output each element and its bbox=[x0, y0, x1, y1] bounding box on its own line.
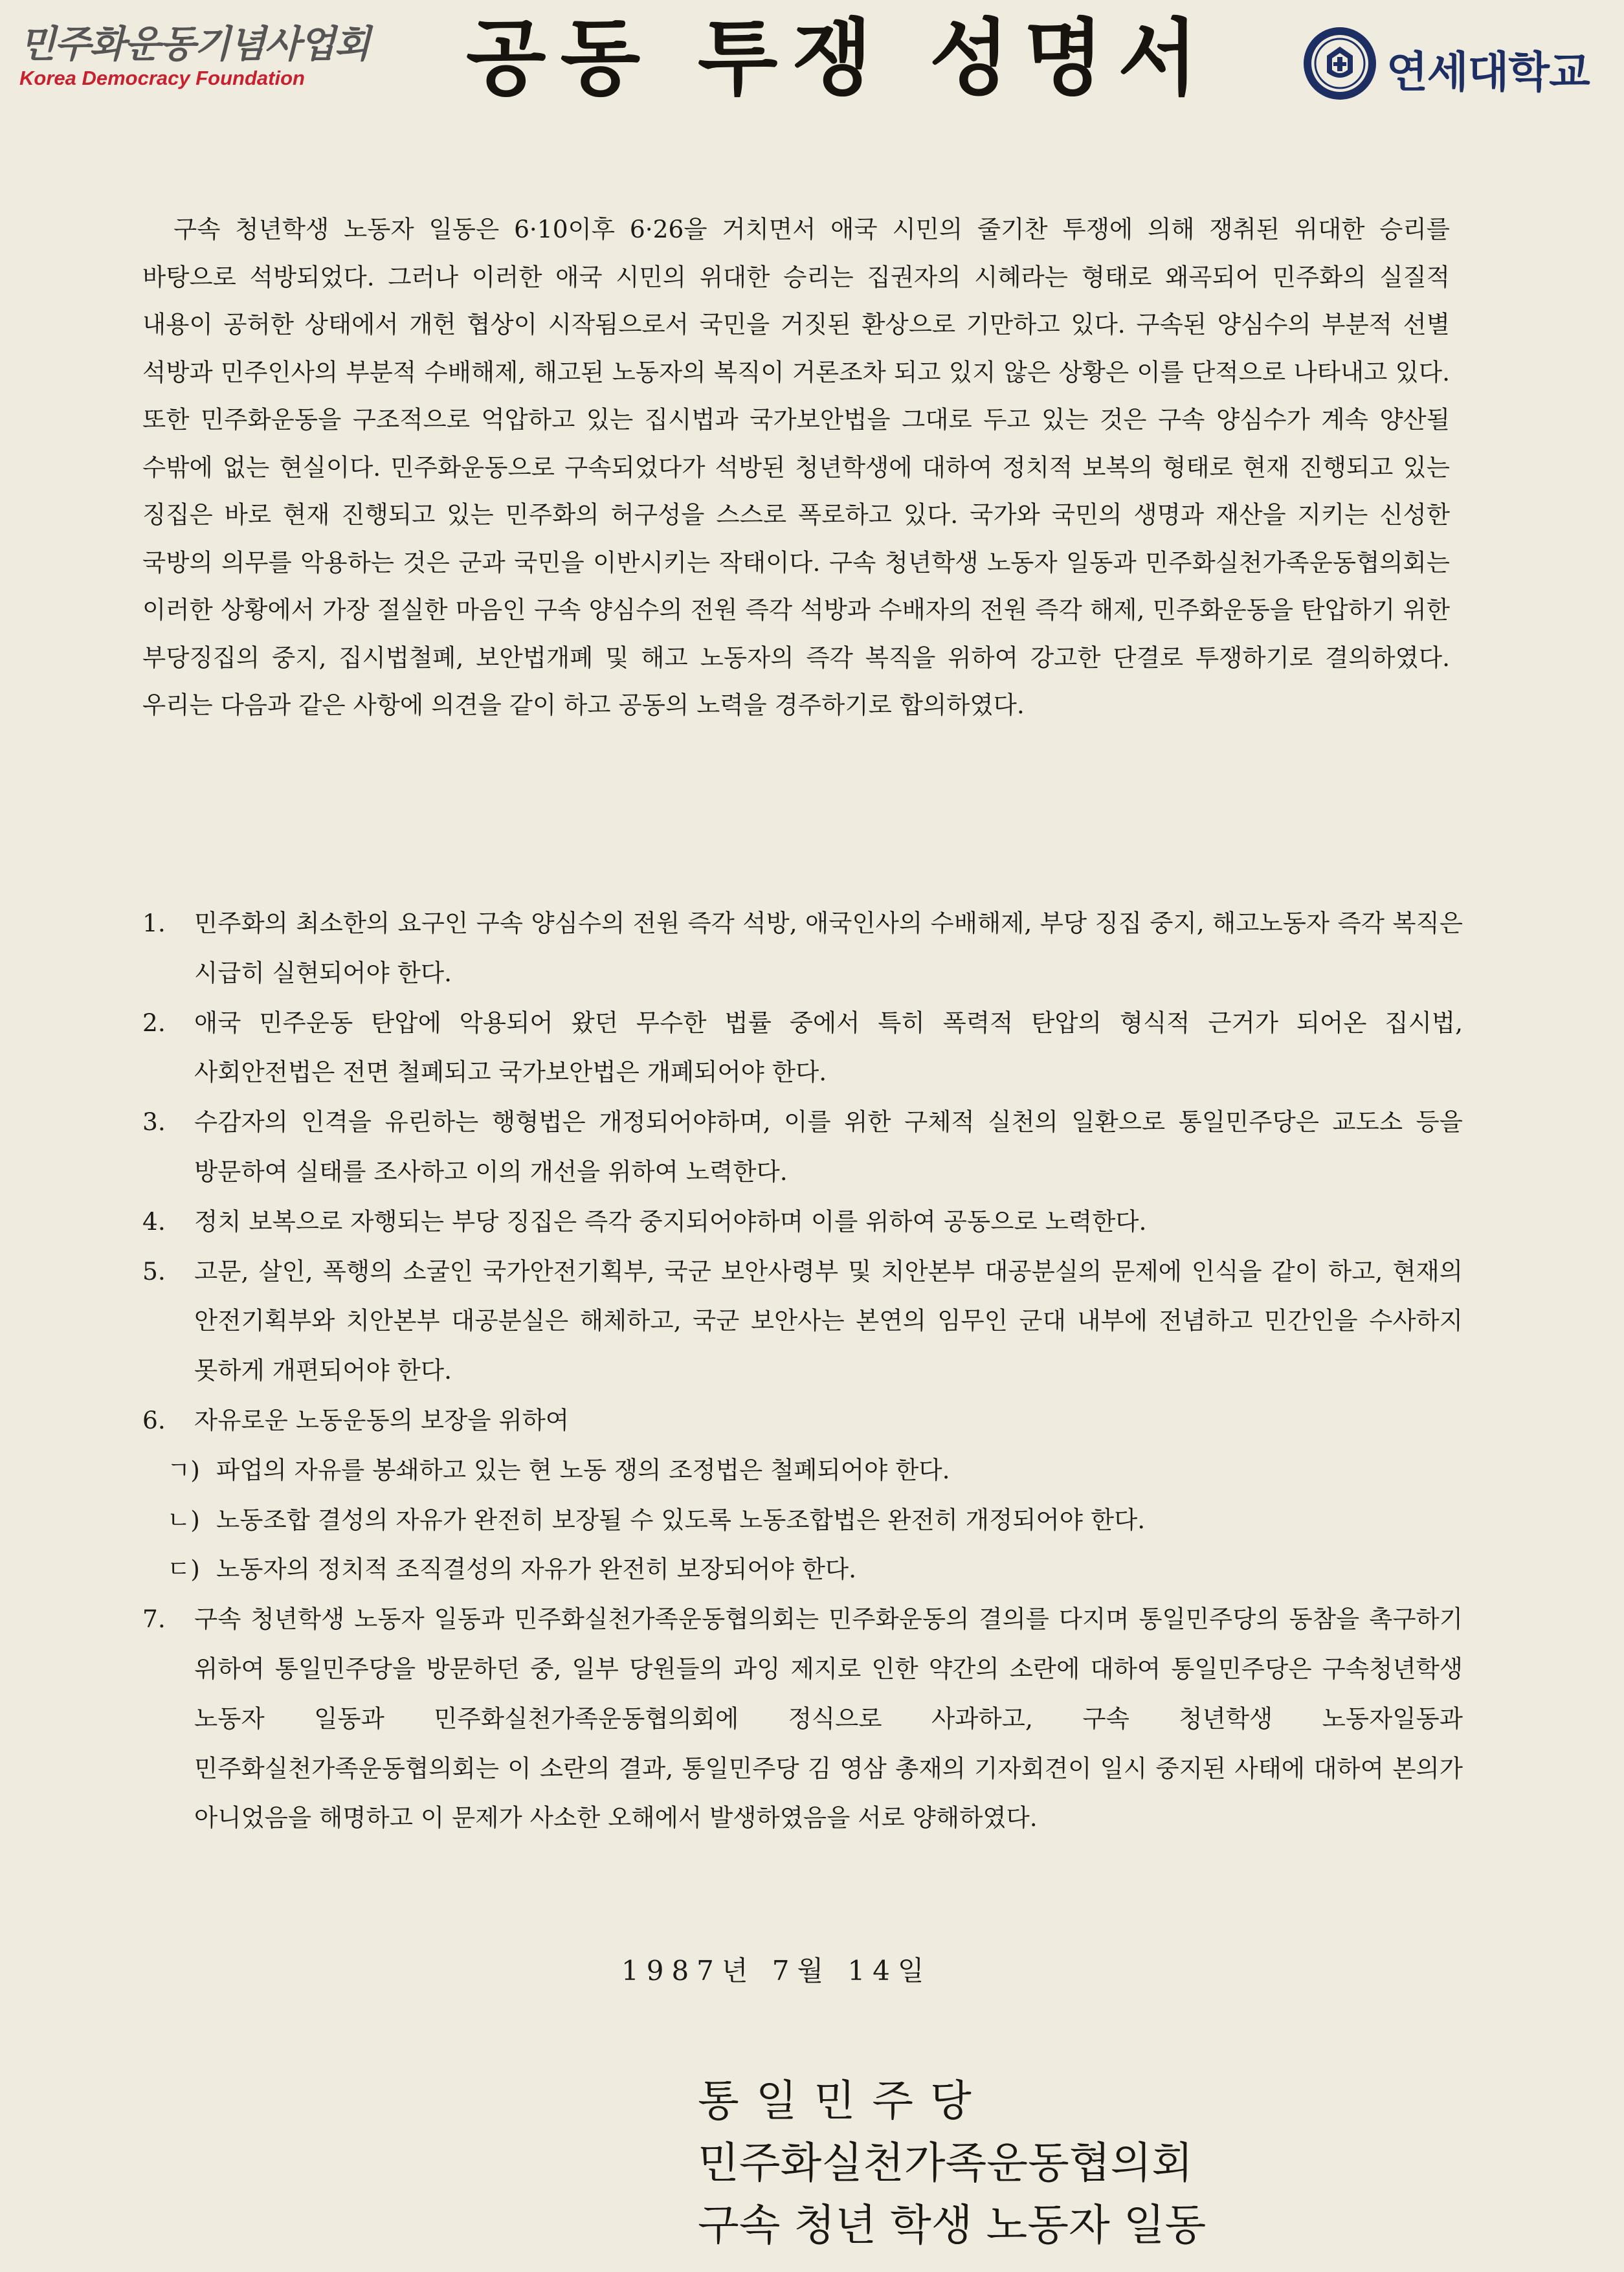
demand-item bbox=[142, 1097, 1463, 1197]
demand-number: 4. bbox=[142, 1207, 166, 1236]
demand-text: 애국 민주운동 탄압에 악용되어 왔던 무수한 법률 중에서 특히 폭력적 탄압의 형식적 근거가 되어온 집시법, 사회안전법은 전면 철폐되고 국가보안법은 개폐되어야 한다. bbox=[194, 1008, 1463, 1087]
demand-number: 1. bbox=[142, 909, 166, 937]
statement-date: 1987년 7월 14일 bbox=[621, 1955, 932, 1987]
signatory-council: 민주화실천가족운동협의회 bbox=[698, 2138, 1194, 2188]
demand-text: 구속 청년학생 노동자 일동과 민주화실천가족운동협의회는 민주화운동의 결의를 다지며 통일민주당의 동참을 촉구하기 위하여 통일민주당을 방문하던 중, 일부 당원들의 과잉 제지로 인한 약간의 소란에 대하여 통일민주당은 구속청년학생 노동자 일동과 민주화실천가족운동협의회에 정식으로 사과하고, 구속 청년학생 노동자일동과 민주화실천가족운동협의회는 이 소란의 결과, 통일민주당 김 영삼 총재의 기자회견이 일시 중지된 사태에 대하여 본의가 아니었음을 해명하고 이 문제가 사소한 오해에서 발생하였음을 서로 양해하였다. bbox=[194, 1605, 1463, 1832]
subitem-marker: ㄷ) bbox=[167, 1555, 200, 1584]
subitem-text: 노동조합 결성의 자유가 완전히 보장될 수 있도록 노동조합법은 완전히 개정되어야 한다. bbox=[216, 1505, 1146, 1534]
document-header bbox=[0, 0, 1624, 129]
demand-text: 고문, 살인, 폭행의 소굴인 국가안전기획부, 국군 보안사령부 및 치안본부 대공분실의 문제에 인식을 같이 하고, 현재의 안전기획부와 치안본부 대공분실은 해체하고, 국군 보안사는 본연의 임무인 군대 내부에 전념하고 민간인을 수사하지 못하게 개편되어야 한다. bbox=[194, 1256, 1463, 1385]
signatories bbox=[698, 2070, 1206, 2256]
demand-item bbox=[142, 1197, 1463, 1247]
demand-item bbox=[142, 1247, 1463, 1396]
demand-text: 민주화의 최소한의 요구인 구속 양심수의 전원 즉각 석방, 애국인사의 수배해제, 부당 징집 중지, 해고노동자 즉각 복직은 시급히 실현되어야 한다. bbox=[194, 909, 1463, 987]
demands-list bbox=[142, 898, 1463, 1843]
demand-number: 5. bbox=[142, 1256, 166, 1286]
demand-subitem bbox=[142, 1445, 1463, 1495]
subitem-marker: ㄴ) bbox=[167, 1505, 200, 1534]
yonsei-university-seal-icon bbox=[1301, 25, 1379, 102]
demand-number: 7. bbox=[142, 1605, 166, 1634]
yonsei-university-name: 연세대학교 bbox=[1386, 47, 1590, 97]
kdf-logo-english: Korea Democracy Foundation bbox=[19, 67, 305, 89]
demand-subitem bbox=[142, 1495, 1463, 1545]
subitem-marker: ㄱ) bbox=[167, 1455, 200, 1484]
yonsei-university-logo bbox=[1301, 25, 1612, 109]
demand-text: 수감자의 인격을 유린하는 행형법은 개정되어야하며, 이를 위한 구체적 실천의 일환으로 통일민주당은 교도소 등을 방문하여 실태를 조사하고 이의 개선을 위하여 노력한다. bbox=[194, 1108, 1463, 1186]
demand-number: 2. bbox=[142, 1008, 166, 1037]
signatory-party: 통일민주당 bbox=[698, 2076, 988, 2126]
kdf-logo-korean: 민주화운동기념사업회 bbox=[19, 22, 370, 66]
statement-paragraph: 구속 청년학생 노동자 일동은 6·10이후 6·26을 거치면서 애국 시민의 줄기찬 투쟁에 의해 쟁취된 위대한 승리를 바탕으로 석방되었다. 그러나 이러한 애국 시민의 위대한 승리는 집권자의 시혜라는 형태로 왜곡되어 민주화의 실질적 내용이 공허한 상태에서 개헌 협상이 시작됨으로서 국민을 거짓된 환상으로 기만하고 있다. 구속된 양심수의 부분적 선별 석방과 민주인사의 부분적 수배해제, 해고된 노동자의 복직이 거론조차 되고 있지 않은 상황은 이를 단적으로 나타내고 있다. 또한 민주화운동을 구조적으로 억압하고 있는 집시법과 국가보안법을 그대로 두고 있는 것은 구속 양심수가 계속 양산될 수밖에 없는 현실이다. 민주화운동으로 구속되었다가 석방된 청년학생에 대하여 정치적 보복의 형태로 현재 진행되고 있는 징집은 바로 현재 진행되고 있는 민주화의 허구성을 스스로 폭로하고 있다. 국가와 국민의 생명과 재산을 지키는 신성한 국방의 의무를 악용하는 것은 군과 국민을 이반시키는 작태이다. 구속 청년학생 노동자 일동과 민주화실천가족운동협의회는 이러한 상황에서 가장 절실한 마음인 구속 양심수의 전원 즉각 석방과 수배자의 전원 즉각 해제, 민주화운동을 탄압하기 위한 부당징집의 중지, 집시법철폐, 보안법개폐 및 해고 노동자의 즉각 복직을 위하여 강고한 단결로 투쟁하기로 결의하였다. 우리는 다음과 같은 사항에 의견을 같이 하고 공동의 노력을 경주하기로 합의하였다. bbox=[142, 215, 1450, 719]
demand-number: 3. bbox=[142, 1108, 166, 1137]
signatory-detainees: 구속 청년 학생 노동자 일동 bbox=[698, 2200, 1207, 2250]
demand-item bbox=[142, 1594, 1463, 1843]
subitem-text: 파업의 자유를 봉쇄하고 있는 현 노동 쟁의 조정법은 철폐되어야 한다. bbox=[216, 1455, 950, 1484]
korea-democracy-foundation-logo bbox=[19, 22, 370, 91]
demand-subitem bbox=[142, 1544, 1463, 1594]
demand-number: 6. bbox=[142, 1405, 166, 1434]
demand-text: 자유로운 노동운동의 보장을 위하여 bbox=[194, 1405, 570, 1434]
demand-item bbox=[142, 1396, 1463, 1445]
demand-text: 정치 보복으로 자행되는 부당 징집은 즉각 중지되어야하며 이를 위하여 공동으로 노력한다. bbox=[194, 1207, 1147, 1236]
demand-item bbox=[142, 998, 1463, 1098]
demand-item bbox=[142, 898, 1463, 998]
subitem-text: 노동자의 정치적 조직결성의 자유가 완전히 보장되어야 한다. bbox=[216, 1555, 857, 1584]
statement-body bbox=[142, 206, 1450, 729]
document-title: 공동 투쟁 성명서 bbox=[466, 10, 1212, 107]
